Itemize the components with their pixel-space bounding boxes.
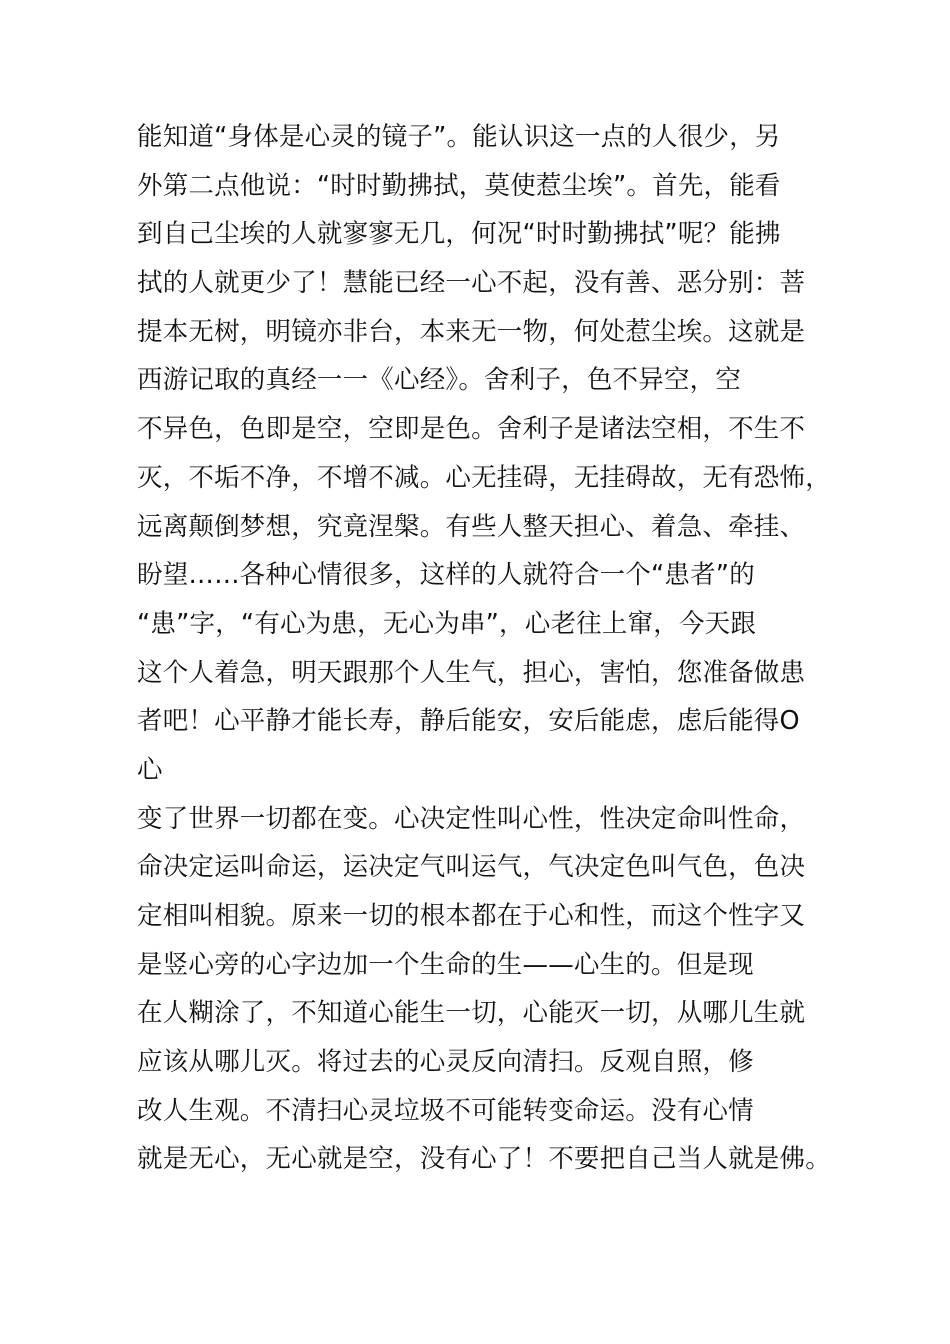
text-line: 不异色，色即是空，空即是色。舍利子是诸法空相，不生不	[137, 414, 806, 445]
body-text	[137, 113, 831, 1184]
text-line: 心	[137, 754, 163, 785]
text-line: 改人生观。不清扫心灵垃圾不可能转变命运。没有心情	[137, 1095, 754, 1126]
text-line: 能知道“身体是心灵的镜子”。能认识这一点的人很少，另	[137, 122, 781, 152]
text-line: 者吧！心平静才能长寿，静后能安，安后能虑，虑后能得O	[137, 706, 800, 737]
text-line: 提本无树，明镜亦非台，本来无一物，何处惹尘埃。这就是	[137, 316, 806, 347]
text-line: 应该从哪儿灭。将过去的心灵反向清扫。反观自照，修	[137, 1047, 754, 1078]
text-line: 灭，不垢不净，不增不减。心无挂碍，无挂碍故，无有恐怖，	[137, 462, 831, 493]
text-line: 在人糊涂了，不知道心能生一切，心能灭一切，从哪儿生就	[137, 998, 806, 1029]
text-line: “患”字，“有心为患，无心为串”，心老往上窜，今天跟	[137, 608, 757, 639]
text-line: 就是无心，无心就是空，没有心了！不要把自己当人就是佛。	[137, 1144, 831, 1175]
text-line: 盼望……各种心情很多，这样的人就符合一个“患者”的	[137, 560, 755, 591]
text-line: 外第二点他说：“时时勤拂拭，莫使惹尘埃”。首先，能看	[137, 170, 781, 201]
text-line: 是竖心旁的心字边加一个生命的生——心生的。但是现	[137, 949, 754, 980]
text-line: 变了世界一切都在变。心决定性叫心性，性决定命叫性命，	[137, 803, 806, 834]
text-line: 远离颠倒梦想，究竟涅槃。有些人整天担心、着急、牵挂、	[137, 511, 806, 542]
text-line: 拭的人就更少了！慧能已经一心不起，没有善、恶分别：菩	[137, 268, 806, 299]
text-line: 这个人着急，明天跟那个人生气，担心，害怕，您准备做患	[137, 657, 806, 688]
text-line: 到自己尘埃的人就寥寥无几，何况“时时勤拂拭”呢？能拂	[137, 219, 781, 250]
text-line: 定相叫相貌。原来一切的根本都在于心和性，而这个性字又	[137, 901, 806, 931]
text-line: 西游记取的真经一一《心经》。舍利子，色不异空，空	[137, 365, 742, 396]
text-line: 命决定运叫命运，运决定气叫运气，气决定色叫气色，色决	[137, 852, 806, 883]
